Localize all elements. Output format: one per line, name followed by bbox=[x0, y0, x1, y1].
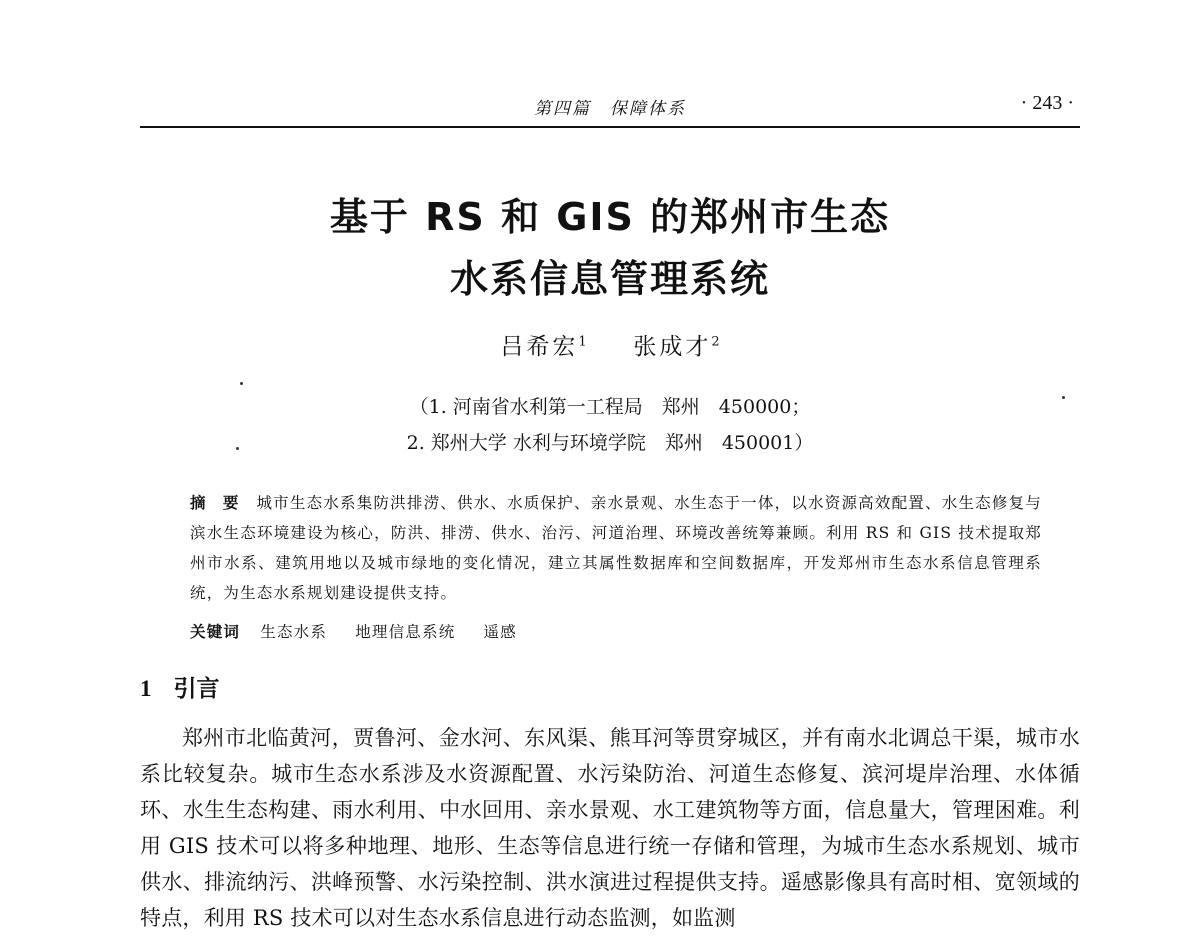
abstract-text: 城市生态水系集防洪排涝、供水、水质保护、亲水景观、水生态于一体，以水资源高效配置、水生态修复与滨水生态环境建设为核心，防洪、排涝、供水、治污、河道治理、环境改善统筹兼顾。利用 RS 和 GIS 技术提取郑州市水系、建筑用地以及城市绿地的变化情况，建立其属性数据库和空间数据库，开发郑州市生态水系信息管理系统，为生态水系规划建设提供支持。 bbox=[190, 494, 1043, 602]
keywords-label: 关键词 bbox=[190, 623, 241, 641]
keyword: 生态水系 bbox=[260, 623, 328, 641]
keywords bbox=[190, 620, 1042, 642]
keyword: 遥感 bbox=[483, 623, 517, 641]
author-affiliation-mark: 2 bbox=[711, 334, 720, 350]
scan-speck bbox=[236, 447, 239, 450]
paper-title-line-1: 基于 RS 和 GIS 的郑州市生态 bbox=[329, 195, 891, 239]
keyword: 地理信息系统 bbox=[355, 623, 456, 641]
author-affiliation-mark: 1 bbox=[578, 334, 587, 350]
abstract-label: 摘 要 bbox=[190, 494, 245, 512]
scan-speck bbox=[1062, 396, 1065, 399]
header-rule bbox=[140, 126, 1080, 128]
page-number: · 243 · bbox=[1020, 92, 1074, 114]
running-header-section: 第四篇 保障体系 bbox=[534, 99, 686, 119]
abstract bbox=[190, 488, 1042, 608]
author-name: 张成才 bbox=[633, 334, 712, 360]
scan-speck bbox=[240, 382, 243, 385]
running-header bbox=[140, 92, 1080, 120]
section-number: 1 bbox=[140, 676, 152, 701]
author-list bbox=[140, 328, 1080, 361]
body-text bbox=[140, 720, 1080, 936]
body-paragraph: 郑州市北临黄河，贾鲁河、金水河、东风渠、熊耳河等贯穿城区，并有南水北调总干渠，城市水系比较复杂。城市生态水系涉及水资源配置、水污染防治、河道生态修复、滨河堤岸治理、水体循环、水生生态构建、雨水利用、中水回用、亲水景观、水工建筑物等方面，信息量大，管理困难。利用 GIS 技术可以将多种地理、地形、生态等信息进行统一存储和管理，为城市生态水系规划、城市供水、排流纳污、洪峰预警、水污染控制、洪水演进过程提供支持。遥感影像具有高时相、宽领域的特点，利用 RS 技术可以对生态水系信息进行动态监测，如监测 bbox=[140, 726, 1080, 930]
author-name: 吕希宏 bbox=[500, 334, 579, 360]
affiliation-line-1: （1. 河南省水利第一工程局 郑州 450000； bbox=[409, 396, 811, 418]
section-title: 引言 bbox=[173, 676, 220, 702]
paper-title-line-2: 水系信息管理系统 bbox=[449, 257, 770, 301]
section-heading bbox=[140, 670, 220, 703]
affiliation-line-2: 2. 郑州大学 水利与环境学院 郑州 450001） bbox=[406, 432, 814, 454]
